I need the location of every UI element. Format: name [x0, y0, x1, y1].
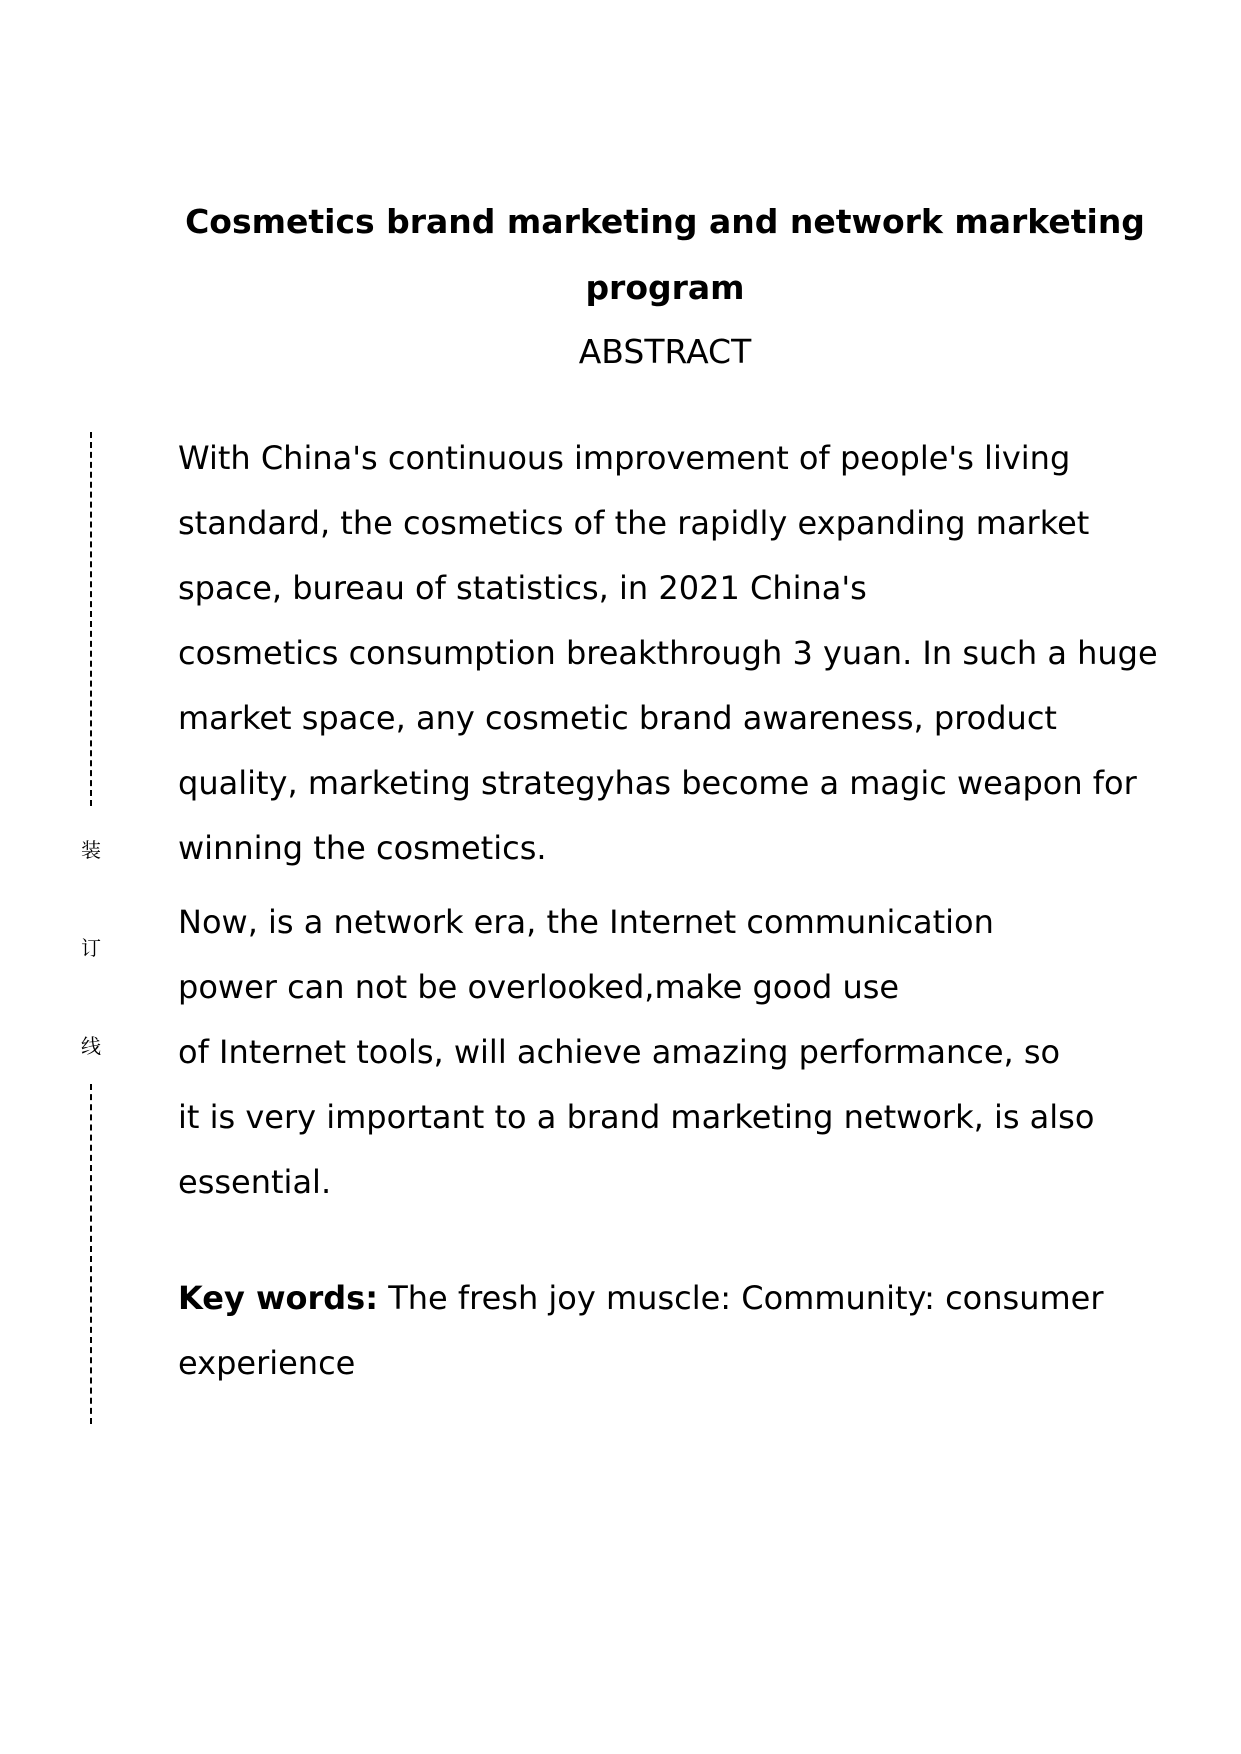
- paragraph-1-line-4: cosmetics consumption breakthrough 3 yuan. In such a huge: [178, 634, 1158, 672]
- paragraph-2-line-1: Now, is a network era, the Internet communication: [178, 903, 994, 941]
- document-title-line-1: Cosmetics brand marketing and network marketing: [185, 202, 1145, 241]
- paragraph-2-line-4: it is very important to a brand marketing network, is also: [178, 1098, 1095, 1136]
- document-title-line-2: program: [585, 268, 745, 307]
- keywords-line-1: [178, 1278, 1103, 1318]
- keywords-label: Key words:: [178, 1279, 379, 1317]
- paragraph-2-line-3: of Internet tools, will achieve amazing performance, so: [178, 1033, 1061, 1071]
- paragraph-2-line-2: power can not be overlooked,make good use: [178, 968, 900, 1006]
- paragraph-1-line-5: market space, any cosmetic brand awareness, product: [178, 699, 1057, 737]
- binding-dashed-line-top: [90, 432, 92, 806]
- binding-char-ding: 订: [81, 936, 101, 960]
- binding-char-xian: 线: [81, 1034, 101, 1058]
- paragraph-1-line-3: space, bureau of statistics, in 2021 China's: [178, 569, 867, 607]
- paragraph-1-line-7: winning the cosmetics.: [178, 829, 547, 867]
- keywords-text: The fresh joy muscle: Community: consumer: [378, 1279, 1104, 1317]
- abstract-heading: ABSTRACT: [578, 332, 752, 371]
- paragraph-2-line-5: essential.: [178, 1163, 332, 1201]
- binding-char-zhuang: 装: [81, 838, 101, 862]
- paragraph-1-line-6: quality, marketing strategyhas become a magic weapon for: [178, 764, 1137, 802]
- keywords-line-2: experience: [178, 1344, 356, 1382]
- paragraph-1-line-1: With China's continuous improvement of people's living: [178, 439, 1071, 477]
- paragraph-1-line-2: standard, the cosmetics of the rapidly expanding market: [178, 504, 1090, 542]
- binding-dashed-line-bottom: [90, 1084, 92, 1424]
